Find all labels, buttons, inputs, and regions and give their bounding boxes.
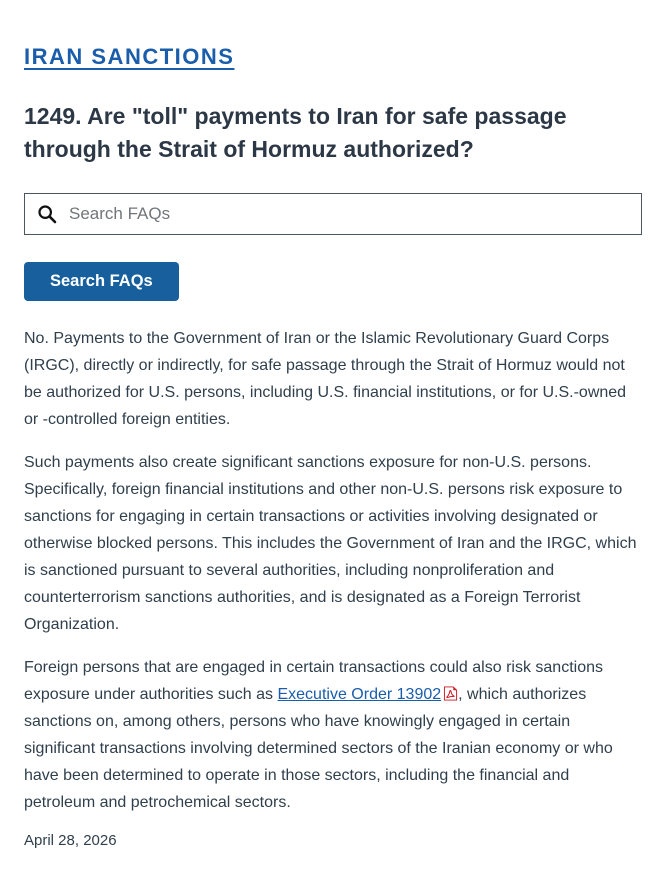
- publication-date: April 28, 2026: [24, 831, 117, 849]
- executive-order-13902-link[interactable]: Executive Order 13902: [277, 685, 442, 703]
- answer-body: [24, 325, 642, 816]
- question-title: 1249. Are "toll" payments to Iran for safe passage through the Strait of Hormuz authorized?: [24, 103, 567, 163]
- paragraph-3-text-after-link: , which authorizes sanctions on, among others, persons who have knowingly engaged in certain significant transactions involving determined sectors of the Iranian economy or who have been determined to operate in those sectors, including the financial and petroleum and petrochemical sectors.: [24, 685, 613, 811]
- answer-paragraph-2: Such payments also create significant sanctions exposure for non-U.S. persons. Specifically, foreign financial institutions and other non-U.S. persons risk exposure to sanctions for engaging in certain transactions or activities involving designated or otherwise blocked persons. This includes the Government of Iran and the IRGC, which is sanctioned pursuant to several authorities, including nonproliferation and counterterrorism sanctions authorities, and is designated as a Foreign Terrorist Organization.: [24, 453, 637, 633]
- search-faqs-button[interactable]: Search FAQs: [24, 262, 179, 301]
- category-link-iran-sanctions[interactable]: IRAN SANCTIONS: [24, 44, 235, 69]
- answer-paragraph-3: [24, 654, 642, 816]
- search-input[interactable]: [24, 193, 642, 235]
- answer-paragraph-1: No. Payments to the Government of Iran or the Islamic Revolutionary Guard Corps (IRGC), directly or indirectly, for safe passage through the Strait of Hormuz would not be authorized for U.S. persons, including U.S. financial institutions, or for U.S.-owned or -controlled foreign entities.: [24, 329, 627, 428]
- paragraph-3-text-before-link: Foreign persons that are engaged in certain transactions could also risk sanctions exposure under authorities such as: [24, 658, 603, 703]
- pdf-icon[interactable]: [443, 683, 458, 698]
- search-bar: [24, 193, 642, 235]
